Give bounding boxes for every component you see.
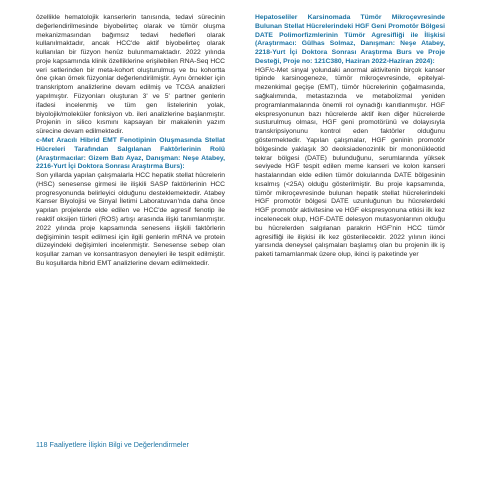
- body-paragraph: Son yıllarda yapılan çalışmalarla HCC hepatik stellat hücrelerin (HSC) senesense girmesi ile ilişkili SASP faktörlerinin HCC progresyonunda belirleyici olduğunu desteklemektedir. Atabey Kanser Biyolojisi ve Sinyal İletimi Laboratuvarı'nda daha önce yapılan projelerde elde edilen ve HCC'de agresif fenotip ile reaktif oksijen türleri (ROS) artışı arasında ilişki tanımlanmıştır. 2022 yılında proje kapsamında senesens ilişkili faktörlerin değişiminin tespit edilmesi için ilgili genlerin mRNA ve protein düzeyindeki değişimleri incelenmiştir. Senesense sebep olan koşullar zaman ve konsantrasyon deneyleri ile tespit edilmiştir. Bu koşullarda hibrid EMT analizlerine devam edilmektedir.: [36, 172, 225, 267]
- left-column: [36, 14, 225, 269]
- section-heading: c-Met Aracılı Hibrid EMT Fenotipinin Oluşmasında Stellat Hücreleri Tarafından Salgılanan Faktörlerinin Rolü (Araştırmacılar: Gizem Batı Ayaz, Danışman: Neşe Atabey, 2216-Yurt İçi Doktora Sonrası Araştırma Burs):: [36, 136, 225, 171]
- body-paragraph: özellikle hematolojik kanserlerin tanısında, tedavi sürecinin değerlendirilmesinde biyobelirteç olarak ve tümör oluşma mekanizmasından bağımsız tedavi hedefleri olarak kullanılmaktadır, ancak HCC'de aktif biyobelirteç olarak kullanılan bir füzyon henüz bulunmamaktadır. 2022 yılında proje kapsamında klinik özelliklerine erişilebilen RNA-Seq HCC veri setlerinden bir meta-kohort oluşturulmuş ve bu kohortta öne çıkan örnek füzyonlar değerlendirilmiştir. Aynı örnekler için transkriptom analizlerine devam edilmiş ve TCGA analizleri yapılmıştır. Füzyonları oluşturan 3' ve 5' partner genlerin ifadesi incelenmiş ve tüm gen listelerinin yolak, biyolojik/moleküler fonksiyon vb. ileri analizlerine başlanmıştır. Projenin in silico kısmını kapsayan bir makalenin yazım sürecine devam edilmektedir.: [36, 14, 225, 136]
- right-column: [255, 14, 445, 260]
- body-paragraph: HGF/c-Met sinyal yolundaki anormal aktivitenin birçok kanser tipinde karsinogeneze, tümör mikroçevresinde, epitelyal-mezenkimal geçişe (EMT), tümör hücrelerinin çoğalmasında, sağkalımında, metastazında ve metabolizmal yeniden programlanmalarında önemli rol oynadığı kanıtlanmıştır. HGF ekspresyonunun bazı hücrelerde aktif iken diğer hücrelerde susturulmuş olması, HGF geni promotörünü ve dolayısıyla transkripsiyonunu kontrol eden faktörler olduğunu göstermektedir. Yapılan çalışmalar, HGF geninin promotör bölgesinde yaklaşık 30 deoksiadenozinlik bir mononükleotid tekrar bölgesi (DATE) bulunduğunu, serumlarında yüksek seviyede HGF tespit edilen meme kanseri ve kolon kanseri hastalarından elde edilen tümör dokularında DATE bölgesinin kısalmış (<25A) olduğu gösterilmiştir. Bu proje kapsamında, tümör mikroçevresinde bulunan hepatik stellat hücrelerindeki HGF promotör bölgesi DATE uzunluğunun bu hücrelerdeki HGF promotör aktivitesine ve HGF ekspresyonuna etkisi ilk kez incelenecek olup, HGF-DATE delesyon mutasyonlarının olduğu bu hücrelerden salgılanan parakrin HGF'nin HCC tümör agresifliği ile ilişkisi ilk kez gösterilecektir. 2022 yılının ikinci yarısında deneysel çalışmaları başlamış olan bu projenin ilk iş paketi tamamlanmak üzere olup, ikinci iş paketinde yer: [255, 66, 445, 259]
- section-heading: Hepatoseliler Karsinomada Tümör Mikroçevresinde Bulunan Stellat Hücrelerindeki HGF Geni Promotör Bölgesi DATE Polimorfizmlerinin Tümör Agresifliği ile İlişkisi (Araştırmacı: Gülhas Solmaz, Danışman: Neşe Atabey, 2218-Yurt İçi Doktora Sonrası Araştırma Burs ve Proje Desteği, Proje no: 121C380, Haziran 2022-Haziran 2024):: [255, 14, 445, 65]
- page-footer: 118 Faaliyetlere İlişkin Bilgi ve Değerlendirmeler: [36, 440, 189, 449]
